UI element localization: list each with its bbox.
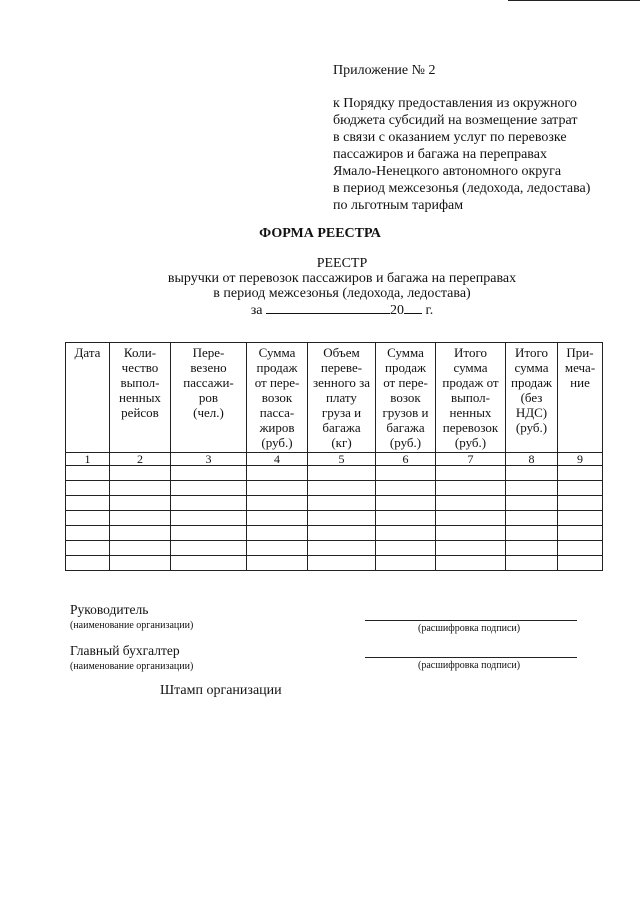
- column-header-line: сумма: [514, 360, 549, 375]
- table-cell: [506, 526, 558, 541]
- register-heading: [0, 256, 640, 318]
- table-cell: [376, 541, 436, 556]
- year-blank: [404, 301, 422, 314]
- table-cell: [376, 526, 436, 541]
- table-cell: [247, 511, 308, 526]
- column-header-line: Коли-: [123, 345, 157, 360]
- table-cell: [247, 481, 308, 496]
- head-signature-block: [70, 602, 193, 631]
- table-cell: [110, 496, 171, 511]
- appendix-line: бюджета субсидий на возмещение затрат: [333, 113, 578, 128]
- column-number: 6: [376, 453, 436, 466]
- accountant-title: Главный бухгалтер: [70, 643, 180, 658]
- accountant-org-note: (наименование организации): [70, 661, 194, 672]
- column-header-line: от пере-: [254, 375, 300, 390]
- period-suffix: г.: [425, 303, 434, 318]
- accountant-signature-block: [70, 643, 193, 672]
- table-cell: [66, 556, 110, 571]
- table-cell: [308, 496, 376, 511]
- table-cell: [171, 466, 247, 481]
- column-header-line: выпол-: [451, 390, 490, 405]
- column-header: [506, 343, 558, 453]
- table-cell: [66, 481, 110, 496]
- column-header: [308, 343, 376, 453]
- table-cell: [376, 466, 436, 481]
- column-header: [247, 343, 308, 453]
- column-header-line: (чел.): [193, 405, 224, 420]
- appendix-line: к Порядку предоставления из окружного: [333, 96, 577, 111]
- table-cell: [171, 526, 247, 541]
- head-title: Руководитель: [70, 602, 149, 617]
- table-cell: [558, 556, 603, 571]
- appendix-line: в период межсезонья (ледохода, ледостава): [333, 181, 591, 196]
- column-header-line: сумма: [453, 360, 488, 375]
- column-number-row: [66, 453, 603, 466]
- column-header-line: Итого: [515, 345, 548, 360]
- column-number: 5: [308, 453, 376, 466]
- column-header-line: возок: [261, 390, 293, 405]
- column-header-line: (кг): [331, 435, 352, 450]
- column-header-line: ние: [570, 375, 590, 390]
- column-header-line: пасса-: [259, 405, 295, 420]
- column-header-line: жиров: [259, 420, 295, 435]
- table-row: [66, 496, 603, 511]
- table-cell: [558, 466, 603, 481]
- column-number: 2: [110, 453, 171, 466]
- period-prefix: за: [250, 303, 263, 318]
- column-header-line: (без: [520, 390, 543, 405]
- column-header-line: чество: [121, 360, 159, 375]
- table-cell: [308, 556, 376, 571]
- top-edge-line: [508, 0, 640, 1]
- table-cell: [376, 496, 436, 511]
- column-header: [376, 343, 436, 453]
- column-header-line: груза и: [321, 405, 362, 420]
- column-header-line: плату: [326, 390, 357, 405]
- column-header-line: ненных: [449, 405, 492, 420]
- table-cell: [110, 556, 171, 571]
- table-cell: [506, 481, 558, 496]
- table-cell: [308, 541, 376, 556]
- table-cell: [558, 511, 603, 526]
- column-header-line: переве-: [320, 360, 363, 375]
- column-number: 3: [171, 453, 247, 466]
- table-cell: [66, 541, 110, 556]
- table-cell: [558, 496, 603, 511]
- table-cell: [436, 481, 506, 496]
- column-number: 4: [247, 453, 308, 466]
- appendix-line: Ямало-Ненецкого автономного округа: [333, 164, 562, 179]
- head-signature-line: [365, 620, 577, 621]
- appendix-number: Приложение № 2: [333, 63, 436, 78]
- table-cell: [66, 466, 110, 481]
- column-header: [436, 343, 506, 453]
- table-cell: [308, 526, 376, 541]
- register-subtitle-1: выручки от перевозок пассажиров и багажа на переправах: [167, 271, 517, 286]
- table-cell: [376, 511, 436, 526]
- table-row: [66, 511, 603, 526]
- column-header-line: продаж: [256, 360, 298, 375]
- column-header-line: Сумма: [258, 345, 296, 360]
- table-cell: [110, 511, 171, 526]
- table-cell: [506, 541, 558, 556]
- table-cell: [506, 496, 558, 511]
- table-cell: [247, 496, 308, 511]
- table-cell: [66, 526, 110, 541]
- column-number: 1: [66, 453, 110, 466]
- column-header-line: багажа: [322, 420, 361, 435]
- column-header-line: (руб.): [515, 420, 548, 435]
- column-header-line: продаж: [511, 375, 552, 390]
- column-header-line: меча-: [564, 360, 596, 375]
- table-cell: [171, 556, 247, 571]
- register-period: [0, 301, 640, 318]
- register-subtitle-2: в период межсезонья (ледохода, ледостава): [213, 286, 471, 301]
- column-header-line: продаж: [385, 360, 426, 375]
- column-header-line: ненных: [119, 390, 161, 405]
- table-row: [66, 481, 603, 496]
- appendix-line: пассажиров и багажа на переправах: [333, 147, 547, 162]
- table-row: [66, 526, 603, 541]
- table-cell: [436, 466, 506, 481]
- table-row: [66, 466, 603, 481]
- column-header-line: (руб.): [454, 435, 487, 450]
- table-row: [66, 556, 603, 571]
- column-header-line: зенного за: [313, 375, 370, 390]
- table-cell: [110, 541, 171, 556]
- table-cell: [558, 541, 603, 556]
- table-cell: [66, 511, 110, 526]
- table-cell: [171, 496, 247, 511]
- column-header-line: пассажи-: [183, 375, 234, 390]
- column-number: 8: [506, 453, 558, 466]
- column-header: [66, 343, 110, 453]
- column-header: [110, 343, 171, 453]
- table-cell: [436, 511, 506, 526]
- accountant-signature-line: [365, 657, 577, 658]
- column-header-line: возок: [390, 390, 421, 405]
- table-cell: [171, 541, 247, 556]
- table-cell: [436, 541, 506, 556]
- table-cell: [110, 526, 171, 541]
- column-number: 7: [436, 453, 506, 466]
- table-cell: [506, 511, 558, 526]
- header-row: [66, 343, 603, 453]
- table-cell: [506, 466, 558, 481]
- column-header-line: перевозок: [442, 420, 499, 435]
- column-header-line: выпол-: [120, 375, 160, 390]
- column-header-line: (руб.): [261, 435, 293, 450]
- column-header-line: грузов и: [382, 405, 429, 420]
- table-cell: [376, 556, 436, 571]
- table-cell: [66, 496, 110, 511]
- column-header-line: Сумма: [387, 345, 424, 360]
- table-cell: [110, 466, 171, 481]
- table-cell: [308, 511, 376, 526]
- column-header-line: продаж от: [442, 375, 499, 390]
- column-header: [171, 343, 247, 453]
- column-header-line: Итого: [454, 345, 487, 360]
- head-org-note: (наименование организации): [70, 620, 194, 631]
- table-cell: [436, 526, 506, 541]
- accountant-decode-note: (расшифровка подписи): [418, 660, 521, 671]
- appendix-block: [333, 62, 590, 214]
- column-header-line: Пере-: [192, 345, 225, 360]
- table-cell: [436, 556, 506, 571]
- period-year: 20: [390, 303, 405, 318]
- table-cell: [376, 481, 436, 496]
- table-cell: [171, 481, 247, 496]
- table-cell: [506, 556, 558, 571]
- register-title: РЕЕСТР: [316, 256, 368, 271]
- column-header-line: Дата: [74, 345, 101, 360]
- column-header-line: (руб.): [389, 435, 422, 450]
- column-header-line: Объем: [323, 345, 360, 360]
- head-decode-note: (расшифровка подписи): [418, 623, 521, 634]
- appendix-line: в связи с оказанием услуг по перевозке: [333, 130, 567, 145]
- table-row: [66, 541, 603, 556]
- table-cell: [247, 541, 308, 556]
- table-cell: [436, 496, 506, 511]
- column-header-line: от пере-: [383, 375, 428, 390]
- register-table: [65, 342, 603, 571]
- table-cell: [247, 466, 308, 481]
- table-cell: [110, 481, 171, 496]
- table-cell: [171, 511, 247, 526]
- column-number: 9: [558, 453, 603, 466]
- column-header-line: рейсов: [121, 405, 159, 420]
- column-header-line: багажа: [386, 420, 425, 435]
- table-cell: [558, 481, 603, 496]
- table-cell: [308, 466, 376, 481]
- table-cell: [247, 526, 308, 541]
- column-header-line: НДС): [515, 405, 548, 420]
- column-header: [558, 343, 603, 453]
- stamp-label: Штамп организации: [160, 683, 282, 698]
- column-header-line: ров: [198, 390, 219, 405]
- column-header-line: При-: [566, 345, 594, 360]
- table-cell: [558, 526, 603, 541]
- appendix-line: по льготным тарифам: [333, 198, 464, 213]
- form-title: ФОРМА РЕЕСТРА: [259, 226, 381, 241]
- column-header-line: везено: [190, 360, 227, 375]
- table-cell: [247, 556, 308, 571]
- period-blank: [266, 301, 390, 314]
- table-cell: [308, 481, 376, 496]
